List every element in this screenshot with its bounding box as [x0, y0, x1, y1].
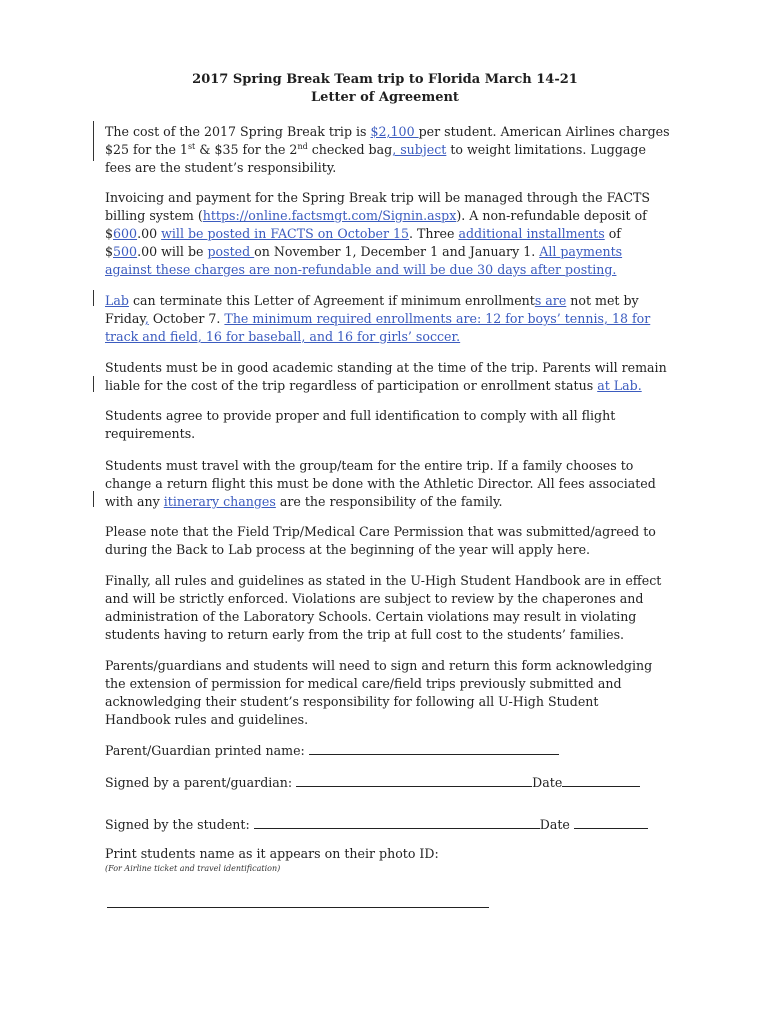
paragraph-cost: The cost of the 2017 Spring Break trip is $2,100 per student. American Airlines charges $25 for the 1st & $35 for the 2nd checked bag, subject to weight limitations. Luggage fees are the student’s responsibility. — [105, 124, 670, 175]
paragraph-rules: Finally, all rules and guidelines as stated in the U-High Student Handbook are in effect and will be strictly enforced. Violations are subject to review by the chaperones and administration of the Laboratory Schools. Certain violations may result in violating students having to return early from the trip at full cost to the students’ families. — [105, 573, 662, 642]
change-bar — [93, 121, 94, 161]
change-bar — [93, 491, 94, 507]
paragraph-invoicing: Invoicing and payment for the Spring Break trip will be managed through the FACTS billing system (https://online.factsmgt.com/Signin.aspx). A non-refundable deposit of $600.00 will be posted in FACTS on October 15. Three additional installments of $500.00 will be posted on November 1, December 1 and January 1. All payments against these charges are non-refundable and will be due 30 days after posting. — [105, 190, 650, 277]
print-name-note: (For Airline ticket and travel identification) — [105, 864, 281, 873]
print-name-label: Print students name as it appears on their photo ID: — [105, 846, 439, 861]
revision-subject: , subject — [392, 142, 447, 157]
parent-date-label: Date — [532, 775, 563, 790]
student-signature-label: Signed by the student: — [105, 817, 254, 832]
paragraph-travel: Students must travel with the group/team for the entire trip. If a family chooses to change a return flight this must be done with the Athletic Director. All fees associated with any itinerary changes are the responsibility of the family. — [105, 458, 656, 509]
paragraph-acknowledgement: Parents/guardians and students will need to sign and return this form acknowledging the extension of permission for medical care/field trips previously submitted and acknowledging their student’s responsibility for following all U-High Student Handbook rules and guidelines. — [105, 658, 653, 727]
paragraph-permission: Please note that the Field Trip/Medical Care Permission that was submitted/agreed to during the Back to Lab process at the beginning of the year will apply here. — [105, 524, 656, 557]
student-photo-id-name-field[interactable] — [107, 907, 489, 908]
facts-signin-link[interactable]: https://online.factsmgt.com/Signin.aspx — [202, 208, 457, 223]
paragraph-identification: Students agree to provide proper and full identification to comply with all flight requirements. — [105, 408, 616, 441]
parent-signature-label: Signed by a parent/guardian: — [105, 775, 297, 790]
parent-date-field[interactable] — [562, 773, 640, 787]
student-signature-row — [105, 815, 648, 832]
parent-printed-name-row — [105, 741, 559, 758]
student-date-field[interactable] — [574, 815, 648, 829]
paragraph-termination: Lab can terminate this Letter of Agreement if minimum enrollments are not met by Friday, October 7. The minimum required enrollments are: 12 for boys’ tennis, 18 for track and field, 16 for baseball, and 16 for girls’ soccer. — [105, 293, 651, 344]
parent-printed-name-field[interactable] — [309, 741, 559, 755]
parent-printed-name-label: Parent/Guardian printed name: — [105, 743, 309, 758]
parent-signature-row — [105, 773, 640, 790]
revision-price: $2,100 — [370, 124, 419, 139]
change-bar — [93, 376, 94, 392]
student-signature-field[interactable] — [254, 815, 540, 829]
change-bar — [93, 290, 94, 306]
paragraph-academic: Students must be in good academic standing at the time of the trip. Parents will remain liable for the cost of the trip regardless of participation or enrollment status at Lab. — [105, 360, 667, 393]
document-subtitle: Letter of Agreement — [311, 90, 459, 105]
parent-signature-field[interactable] — [296, 773, 532, 787]
student-date-label: Date — [539, 817, 574, 832]
document-title: 2017 Spring Break Team trip to Florida March 14-21 — [192, 72, 578, 87]
